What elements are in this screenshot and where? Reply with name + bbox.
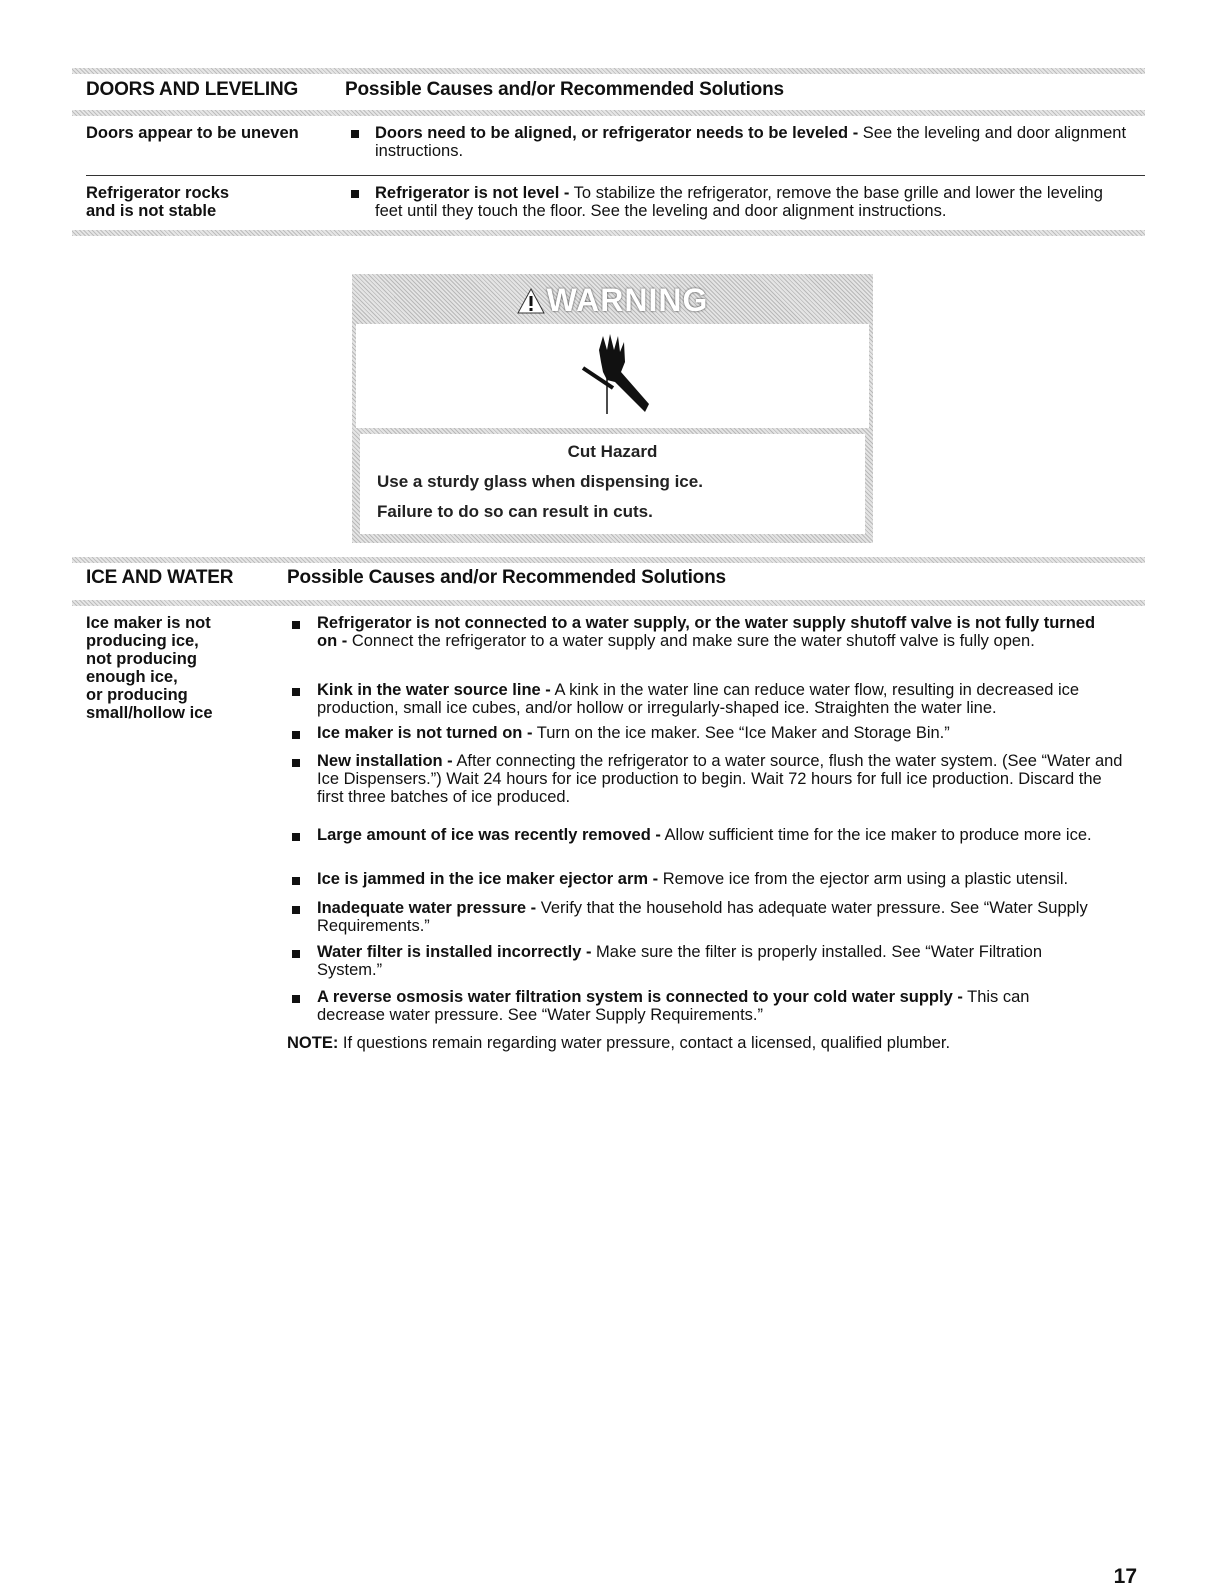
solution-cause: Refrigerator is not connected to a water supply, or the water supply shutoff valve is not fully turned on -: [317, 614, 1096, 650]
solution-text: To stabilize the refrigerator, remove the base grille and lower the leveling feet until they touch the floor. See the leveling and door alignment instructions.: [375, 184, 1103, 220]
solution-text: Make sure the filter is properly installed. See “Water Filtration System.”: [317, 943, 1043, 979]
solution-cause: Ice maker is not turned on -: [317, 724, 533, 742]
doors-header-left: DOORS AND LEVELING: [86, 79, 299, 100]
ice-item-1: [317, 614, 1107, 650]
doors-row1-problem: Doors appear to be uneven: [86, 124, 299, 142]
solution-cause: Refrigerator is not level -: [375, 184, 570, 202]
ice-note: [287, 1034, 1137, 1052]
problem-line: producing ice,: [86, 632, 199, 650]
ice-item-9: [317, 988, 1092, 1024]
ice-item-2: [317, 681, 1142, 717]
problem-line: or producing: [86, 686, 188, 704]
solution-text: Remove ice from the ejector arm using a plastic utensil.: [658, 870, 1069, 888]
bullet-icon: [292, 950, 300, 958]
solution-cause: Inadequate water pressure -: [317, 899, 537, 917]
warning-title-text: WARNING: [546, 282, 709, 318]
doors-row2-solution: [375, 184, 1115, 220]
ice-item-5: [317, 826, 1097, 844]
warning-line1: Use a sturdy glass when dispensing ice.: [377, 472, 703, 491]
solution-text: Verify that the household has adequate water pressure. See “Water Supply Requirements.”: [317, 899, 1088, 935]
solution-cause: Kink in the water source line -: [317, 681, 551, 699]
solution-text: After connecting the refrigerator to a water source, flush the water system. (See “Water and Ice Dispensers.”) Wait 24 hours for ice production to begin. Wait 72 hours for full ice production. Discard the first three batches of ice produced.: [317, 752, 1123, 806]
doors-header-rule: [72, 110, 1145, 116]
solution-text: Connect the refrigerator to a water supply and make sure the water shutoff valve is fully open.: [347, 632, 1035, 650]
page-number: 17: [1113, 1565, 1137, 1588]
doors-bottom-rule: [72, 230, 1145, 236]
ice-header-right: Possible Causes and/or Recommended Solutions: [287, 567, 726, 588]
doors-row2-problem: [86, 184, 229, 220]
problem-line: enough ice,: [86, 668, 178, 686]
bullet-icon: [292, 688, 300, 696]
solution-text: Allow sufficient time for the ice maker to produce more ice.: [660, 826, 1092, 844]
bullet-icon: [292, 877, 300, 885]
note-label: NOTE:: [287, 1034, 339, 1052]
bullet-icon: [292, 906, 300, 914]
bullet-icon: [351, 130, 359, 138]
doors-header-right: Possible Causes and/or Recommended Solutions: [345, 79, 784, 100]
ice-item-8: [317, 943, 1107, 979]
alert-triangle-icon: [517, 288, 545, 314]
row-divider: [86, 175, 1145, 176]
solution-text: This can decrease water pressure. See “Water Supply Requirements.”: [317, 988, 1030, 1024]
ice-top-rule: [72, 557, 1145, 563]
ice-item-6: [317, 870, 1147, 888]
doors-row1-solution: [375, 124, 1135, 160]
solution-text: See the leveling and door alignment instructions.: [375, 124, 1127, 160]
solution-text: A kink in the water line can reduce water flow, resulting in decreased ice production, small ice cubes, and/or hollow or irregularly-shaped ice. Straighten the water line.: [317, 681, 1080, 717]
warning-line2: Failure to do so can result in cuts.: [377, 502, 653, 521]
bullet-icon: [292, 759, 300, 767]
bullet-icon: [351, 190, 359, 198]
problem-line: not producing: [86, 650, 197, 668]
doors-top-rule: [72, 68, 1145, 74]
bullet-icon: [292, 995, 300, 1003]
cut-hand-icon: [563, 332, 663, 422]
bullet-icon: [292, 833, 300, 841]
ice-header-rule: [72, 600, 1145, 606]
solution-cause: Ice is jammed in the ice maker ejector arm -: [317, 870, 659, 888]
warning-title: [352, 282, 873, 319]
ice-item-4: [317, 752, 1129, 806]
ice-problem: [86, 614, 213, 722]
ice-item-3: [317, 724, 1137, 742]
ice-header-left: ICE AND WATER: [86, 567, 234, 588]
solution-text: Turn on the ice maker. See “Ice Maker and Storage Bin.”: [532, 724, 950, 742]
warning-message-panel: [360, 434, 865, 534]
note-text: If questions remain regarding water pressure, contact a licensed, qualified plumber.: [338, 1034, 951, 1052]
bullet-icon: [292, 621, 300, 629]
solution-cause: Water filter is installed incorrectly -: [317, 943, 592, 961]
ice-item-7: [317, 899, 1097, 935]
solution-cause: Large amount of ice was recently removed -: [317, 826, 661, 844]
solution-cause: Doors need to be aligned, or refrigerator needs to be leveled -: [375, 124, 859, 142]
problem-line: Ice maker is not: [86, 614, 211, 632]
solution-cause: New installation -: [317, 752, 453, 770]
warning-box: [352, 274, 873, 543]
bullet-icon: [292, 731, 300, 739]
warning-pictogram-panel: [356, 324, 869, 428]
solution-cause: A reverse osmosis water filtration system is connected to your cold water supply -: [317, 988, 963, 1006]
problem-line: small/hollow ice: [86, 704, 213, 722]
problem-line: and is not stable: [86, 202, 217, 220]
problem-line: Refrigerator rocks: [86, 184, 230, 202]
warning-hazard: Cut Hazard: [567, 442, 658, 461]
